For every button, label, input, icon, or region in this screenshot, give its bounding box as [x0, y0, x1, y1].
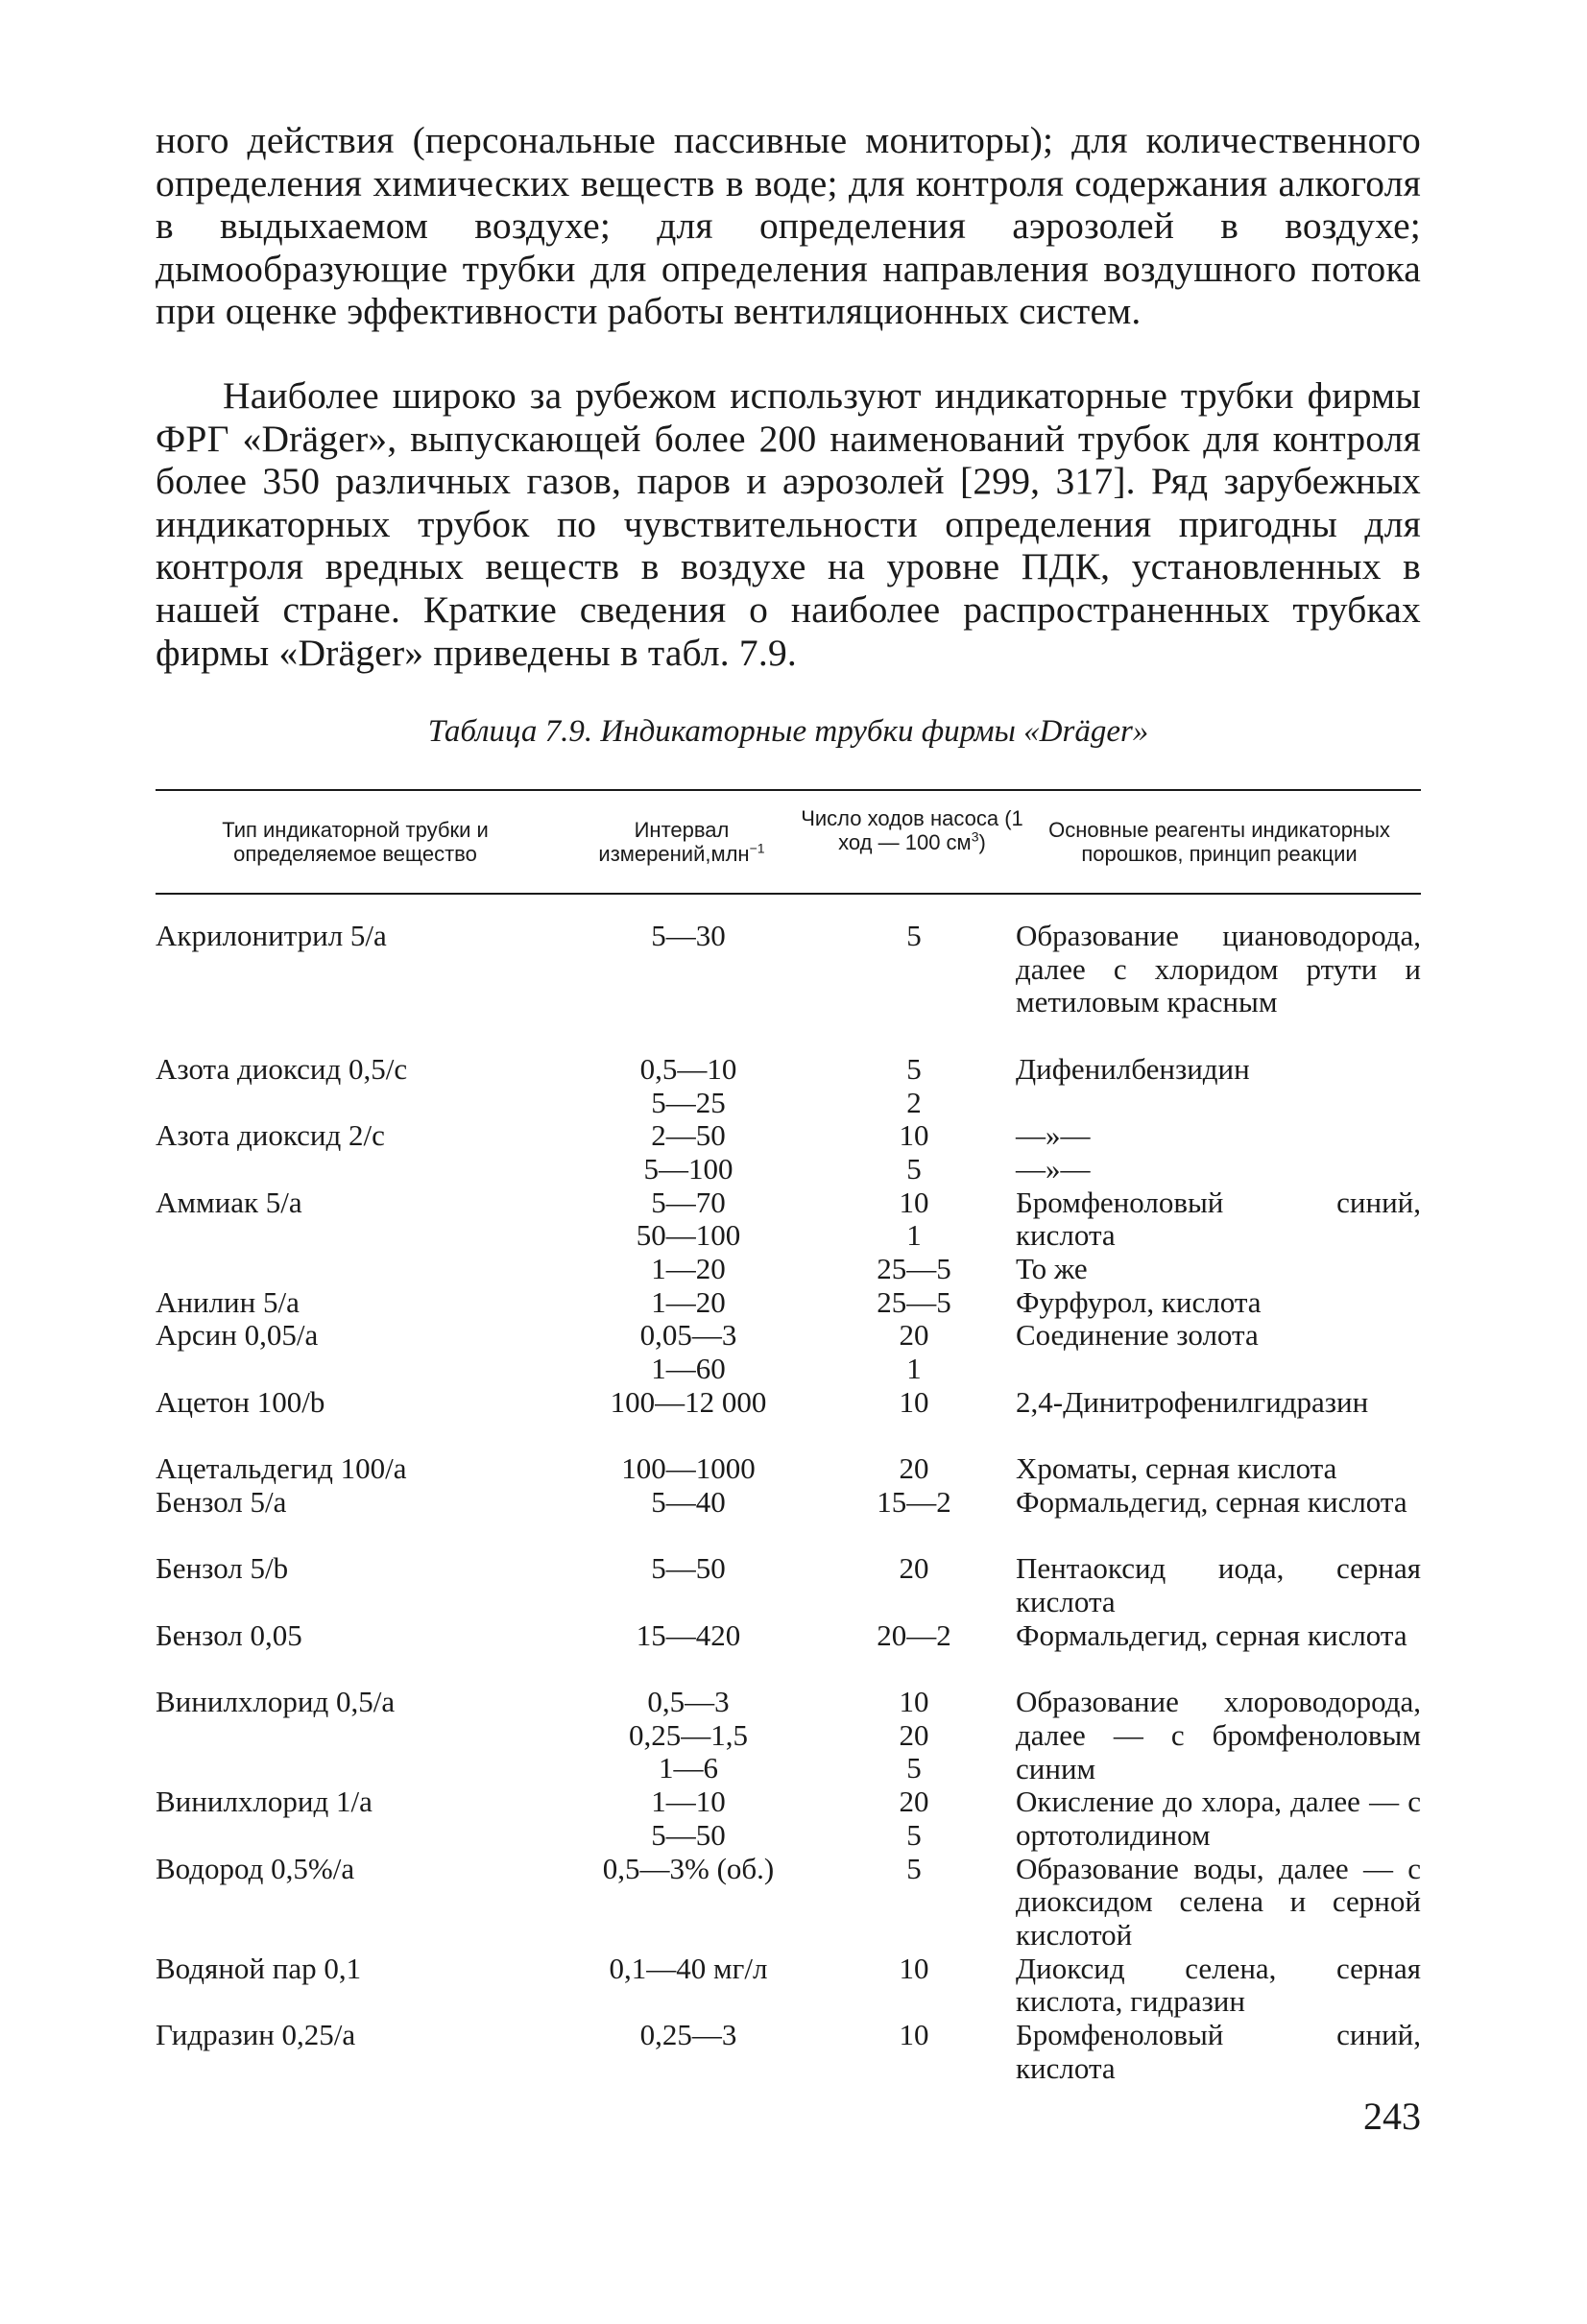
range-cell: [559, 1486, 818, 1520]
strokes-cell: [837, 1853, 991, 1886]
strokes-value: 5: [906, 919, 922, 952]
strokes-cell: [837, 1552, 991, 1586]
range-value: 0,25—1,5: [629, 1717, 748, 1752]
table-row: [0, 1619, 1587, 1686]
table-row: [0, 1953, 1587, 2019]
strokes-value: 10: [899, 1951, 929, 1985]
table-row: [0, 2019, 1587, 2085]
reagents-cell: [1016, 1386, 1421, 1420]
range-value: 5—30: [651, 919, 726, 952]
strokes-value: 5: [906, 1817, 922, 1852]
reagent-text: Соединение золота: [1016, 1318, 1259, 1353]
strokes-cell: [837, 1186, 991, 1286]
tube-type-cell: Азота диоксид 2/c: [156, 1118, 385, 1153]
strokes-value: 20: [899, 1318, 929, 1353]
reagent-text: Дифенилбензидин: [1016, 1052, 1250, 1086]
range-value: 5—50: [651, 1817, 726, 1852]
reagent-text: Образование циановодорода, далее с хлоридом ртути и метиловым красным: [1016, 919, 1421, 1019]
strokes-value: 1: [906, 1352, 922, 1386]
reagent-text: Фурфурол, кислота: [1016, 1284, 1262, 1319]
range-cell: [559, 1853, 818, 1886]
range-cell: [559, 1785, 818, 1852]
reagent-text: Диоксид селена, серная кислота, гидразин: [1016, 1951, 1421, 2019]
reagents-cell: [1016, 1053, 1421, 1087]
table-row: [0, 1853, 1587, 1953]
range-value: 100—1000: [621, 1451, 756, 1486]
reagents-cell: [1016, 1186, 1421, 1286]
reagents-cell: [1016, 1686, 1421, 1785]
reagent-text: —»—: [1016, 1152, 1091, 1186]
header-range-sup: −1: [749, 840, 765, 856]
range-value: 5—40: [651, 1484, 726, 1519]
table-row: [0, 1452, 1587, 1486]
header-strokes-sup: 3: [971, 828, 979, 845]
reagents-cell: [1016, 1319, 1421, 1353]
reagent-text: Бромфеноловый синий, кислота: [1016, 1185, 1421, 1253]
reagent-text: 2,4-Динитрофенилгидразин: [1016, 1384, 1369, 1419]
range-value: 5—50: [651, 1551, 726, 1586]
strokes-cell: [837, 1119, 991, 1186]
reagent-text: Образование воды, далее — с диоксидом селена и серной кислотой: [1016, 1851, 1421, 1952]
table-row: [0, 1286, 1587, 1320]
table-top-rule: [156, 789, 1421, 791]
reagents-cell: [1016, 1853, 1421, 1953]
range-value: 1—10: [651, 1785, 726, 1819]
strokes-value: 10: [899, 1185, 929, 1219]
range-cell: [559, 1686, 818, 1785]
header-tube-type: Тип индикаторной трубки и определяемое вещество: [222, 818, 489, 866]
reagent-text: Хроматы, серная кислота: [1016, 1451, 1337, 1486]
range-value: 1—6: [659, 1751, 718, 1785]
strokes-value: 10: [899, 1118, 929, 1153]
page-number: 243: [1363, 2095, 1421, 2138]
table-row: [0, 1319, 1587, 1385]
range-value: 5—100: [643, 1152, 733, 1186]
strokes-cell: [837, 1053, 991, 1119]
tube-type-cell: Бензол 5/a: [156, 1484, 287, 1519]
reagent-text: То же: [1016, 1252, 1088, 1286]
strokes-value: 20—2: [877, 1617, 951, 1652]
strokes-value: 10: [899, 1685, 929, 1719]
range-cell: [559, 1619, 818, 1653]
strokes-value: 15—2: [877, 1484, 951, 1519]
table-row: [0, 1785, 1587, 1852]
strokes-value: 20: [899, 1717, 929, 1752]
reagent-text: Бромфеноловый синий, кислота: [1016, 2017, 1421, 2085]
range-value: 5—25: [651, 1085, 726, 1119]
reagents-cell: [1016, 1286, 1421, 1320]
reagents-cell: [1016, 1619, 1421, 1653]
paragraph-drager: Наиболее широко за рубежом используют индикаторные трубки фирмы ФРГ «Dräger», выпускающей более 200 наименований трубок для контроля более 350 различных газов, паров и аэрозолей [299, 317]. Ряд зарубежных индикаторных трубок по чувствительности определения пригодны для контроля вредных веществ в воздухе на уровне ПДК, установленных в нашей стране. Краткие сведения о наиболее распространенных трубках фирмы «Dräger» приведены в табл. 7.9.: [156, 374, 1421, 674]
range-cell: [559, 920, 818, 953]
range-value: 0,05—3: [639, 1318, 737, 1353]
range-value: 0,25—3: [639, 2017, 737, 2051]
strokes-value: 5: [906, 1152, 922, 1186]
range-cell: [559, 1386, 818, 1420]
range-value: 2—50: [651, 1118, 726, 1153]
strokes-cell: [837, 1286, 991, 1320]
range-value: 0,5—3: [647, 1685, 730, 1719]
range-cell: [559, 1186, 818, 1286]
strokes-value: 25—5: [877, 1252, 951, 1286]
range-value: 50—100: [636, 1218, 741, 1253]
range-cell: [559, 1319, 818, 1385]
reagents-cell: [1016, 920, 1421, 1019]
range-value: 100—12 000: [610, 1384, 767, 1419]
reagents-cell: [1016, 1785, 1421, 1852]
table-row: [0, 1486, 1587, 1552]
tube-type-cell: Анилин 5/a: [156, 1284, 300, 1319]
strokes-value: 5: [906, 1052, 922, 1086]
strokes-value: 10: [899, 1384, 929, 1419]
strokes-cell: [837, 2019, 991, 2052]
reagents-cell: [1016, 2019, 1421, 2085]
reagents-cell: [1016, 1552, 1421, 1618]
range-cell: [559, 1552, 818, 1586]
reagents-cell: [1016, 1452, 1421, 1486]
table-row: [0, 1119, 1587, 1186]
strokes-cell: [837, 1319, 991, 1385]
reagents-cell: [1016, 1486, 1421, 1520]
table-caption: Таблица 7.9. Индикаторные трубки фирмы «Dräger»: [427, 714, 1149, 749]
tube-type-cell: Азота диоксид 0,5/c: [156, 1052, 408, 1086]
strokes-value: 10: [899, 2017, 929, 2051]
reagents-cell: [1016, 1119, 1421, 1186]
tube-type-cell: Ацетальдегид 100/a: [156, 1451, 407, 1486]
reagent-text: Формальдегид, серная кислота: [1016, 1617, 1407, 1652]
table-row: [0, 1552, 1587, 1618]
strokes-value: 5: [906, 1751, 922, 1785]
strokes-value: 20: [899, 1551, 929, 1586]
range-value: 0,5—3% (об.): [602, 1851, 775, 1885]
table-header-rule: [156, 893, 1421, 895]
range-value: 1—20: [651, 1252, 726, 1286]
table-row: [0, 1053, 1587, 1119]
tube-type-cell: Ацетон 100/b: [156, 1384, 325, 1419]
range-value: 1—60: [651, 1352, 726, 1386]
range-cell: [559, 1286, 818, 1320]
range-value: 1—20: [651, 1284, 726, 1319]
tube-type-cell: Арсин 0,05/a: [156, 1318, 319, 1353]
range-value: 0,5—10: [639, 1052, 737, 1086]
range-value: 15—420: [636, 1617, 741, 1652]
header-range-text: Интервал измерений,млн: [598, 818, 750, 866]
tube-type-cell: Бензол 0,05: [156, 1617, 302, 1652]
header-strokes-text: Число ходов насоса (1 ход — 100 см: [801, 806, 1023, 854]
header-range: [566, 818, 797, 866]
reagent-text: Пентаоксид иода, серная кислота: [1016, 1551, 1421, 1619]
tube-type-cell: Винилхлорид 1/a: [156, 1785, 373, 1819]
tube-type-cell: Бензол 5/b: [156, 1551, 289, 1586]
strokes-cell: [837, 1486, 991, 1520]
strokes-value: 2: [906, 1085, 922, 1119]
paragraph-continuation: ного действия (персональные пассивные мониторы); для количественного определения химических веществ в воде; для контроля содержания алкоголя в выдыхаемом воздухе; для определения аэрозолей в воздухе; дымообразующие трубки для определения направления воздушного потока при оценке эффективности работы вентиляционных систем.: [156, 119, 1421, 333]
strokes-cell: [837, 1785, 991, 1852]
strokes-value: 1: [906, 1218, 922, 1253]
reagent-text: —»—: [1016, 1118, 1091, 1153]
strokes-cell: [837, 1386, 991, 1420]
strokes-value: 5: [906, 1851, 922, 1885]
strokes-cell: [837, 1619, 991, 1653]
table-row: [0, 1186, 1587, 1286]
range-cell: [559, 1452, 818, 1486]
tube-type-cell: Винилхлорид 0,5/a: [156, 1685, 396, 1719]
strokes-value: 20: [899, 1785, 929, 1819]
tube-type-cell: Водяной пар 0,1: [156, 1951, 362, 1985]
strokes-value: 25—5: [877, 1284, 951, 1319]
strokes-cell: [837, 1452, 991, 1486]
reagent-text: Образование хлороводорода, далее — с бромфеноловым синим: [1016, 1685, 1421, 1785]
tube-type-cell: Водород 0,5%/a: [156, 1851, 355, 1885]
range-cell: [559, 1953, 818, 1986]
range-value: 0,1—40 мг/л: [609, 1951, 768, 1985]
reagents-cell: [1016, 1953, 1421, 2019]
tube-type-cell: Гидразин 0,25/a: [156, 2017, 356, 2051]
reagent-text: Окисление до хлора, далее — с ортотолидином: [1016, 1785, 1421, 1852]
reagent-text: Формальдегид, серная кислота: [1016, 1484, 1407, 1519]
tube-type-cell: Акрилонитрил 5/a: [156, 919, 387, 952]
table-row: [0, 920, 1587, 1053]
table-body: [0, 920, 1587, 2085]
tube-type-cell: Аммиак 5/a: [156, 1185, 302, 1219]
range-value: 5—70: [651, 1185, 726, 1219]
range-cell: [559, 2019, 818, 2052]
table-row: [0, 1686, 1587, 1785]
strokes-cell: [837, 1686, 991, 1785]
header-reagents: Основные реагенты индикаторных порошков, принцип реакции: [1048, 818, 1390, 866]
strokes-value: 20: [899, 1451, 929, 1486]
strokes-cell: [837, 920, 991, 953]
header-strokes-end: ): [978, 830, 986, 854]
range-cell: [559, 1119, 818, 1186]
strokes-cell: [837, 1953, 991, 1986]
table-row: [0, 1386, 1587, 1452]
header-strokes: [797, 806, 1027, 854]
range-cell: [559, 1053, 818, 1119]
